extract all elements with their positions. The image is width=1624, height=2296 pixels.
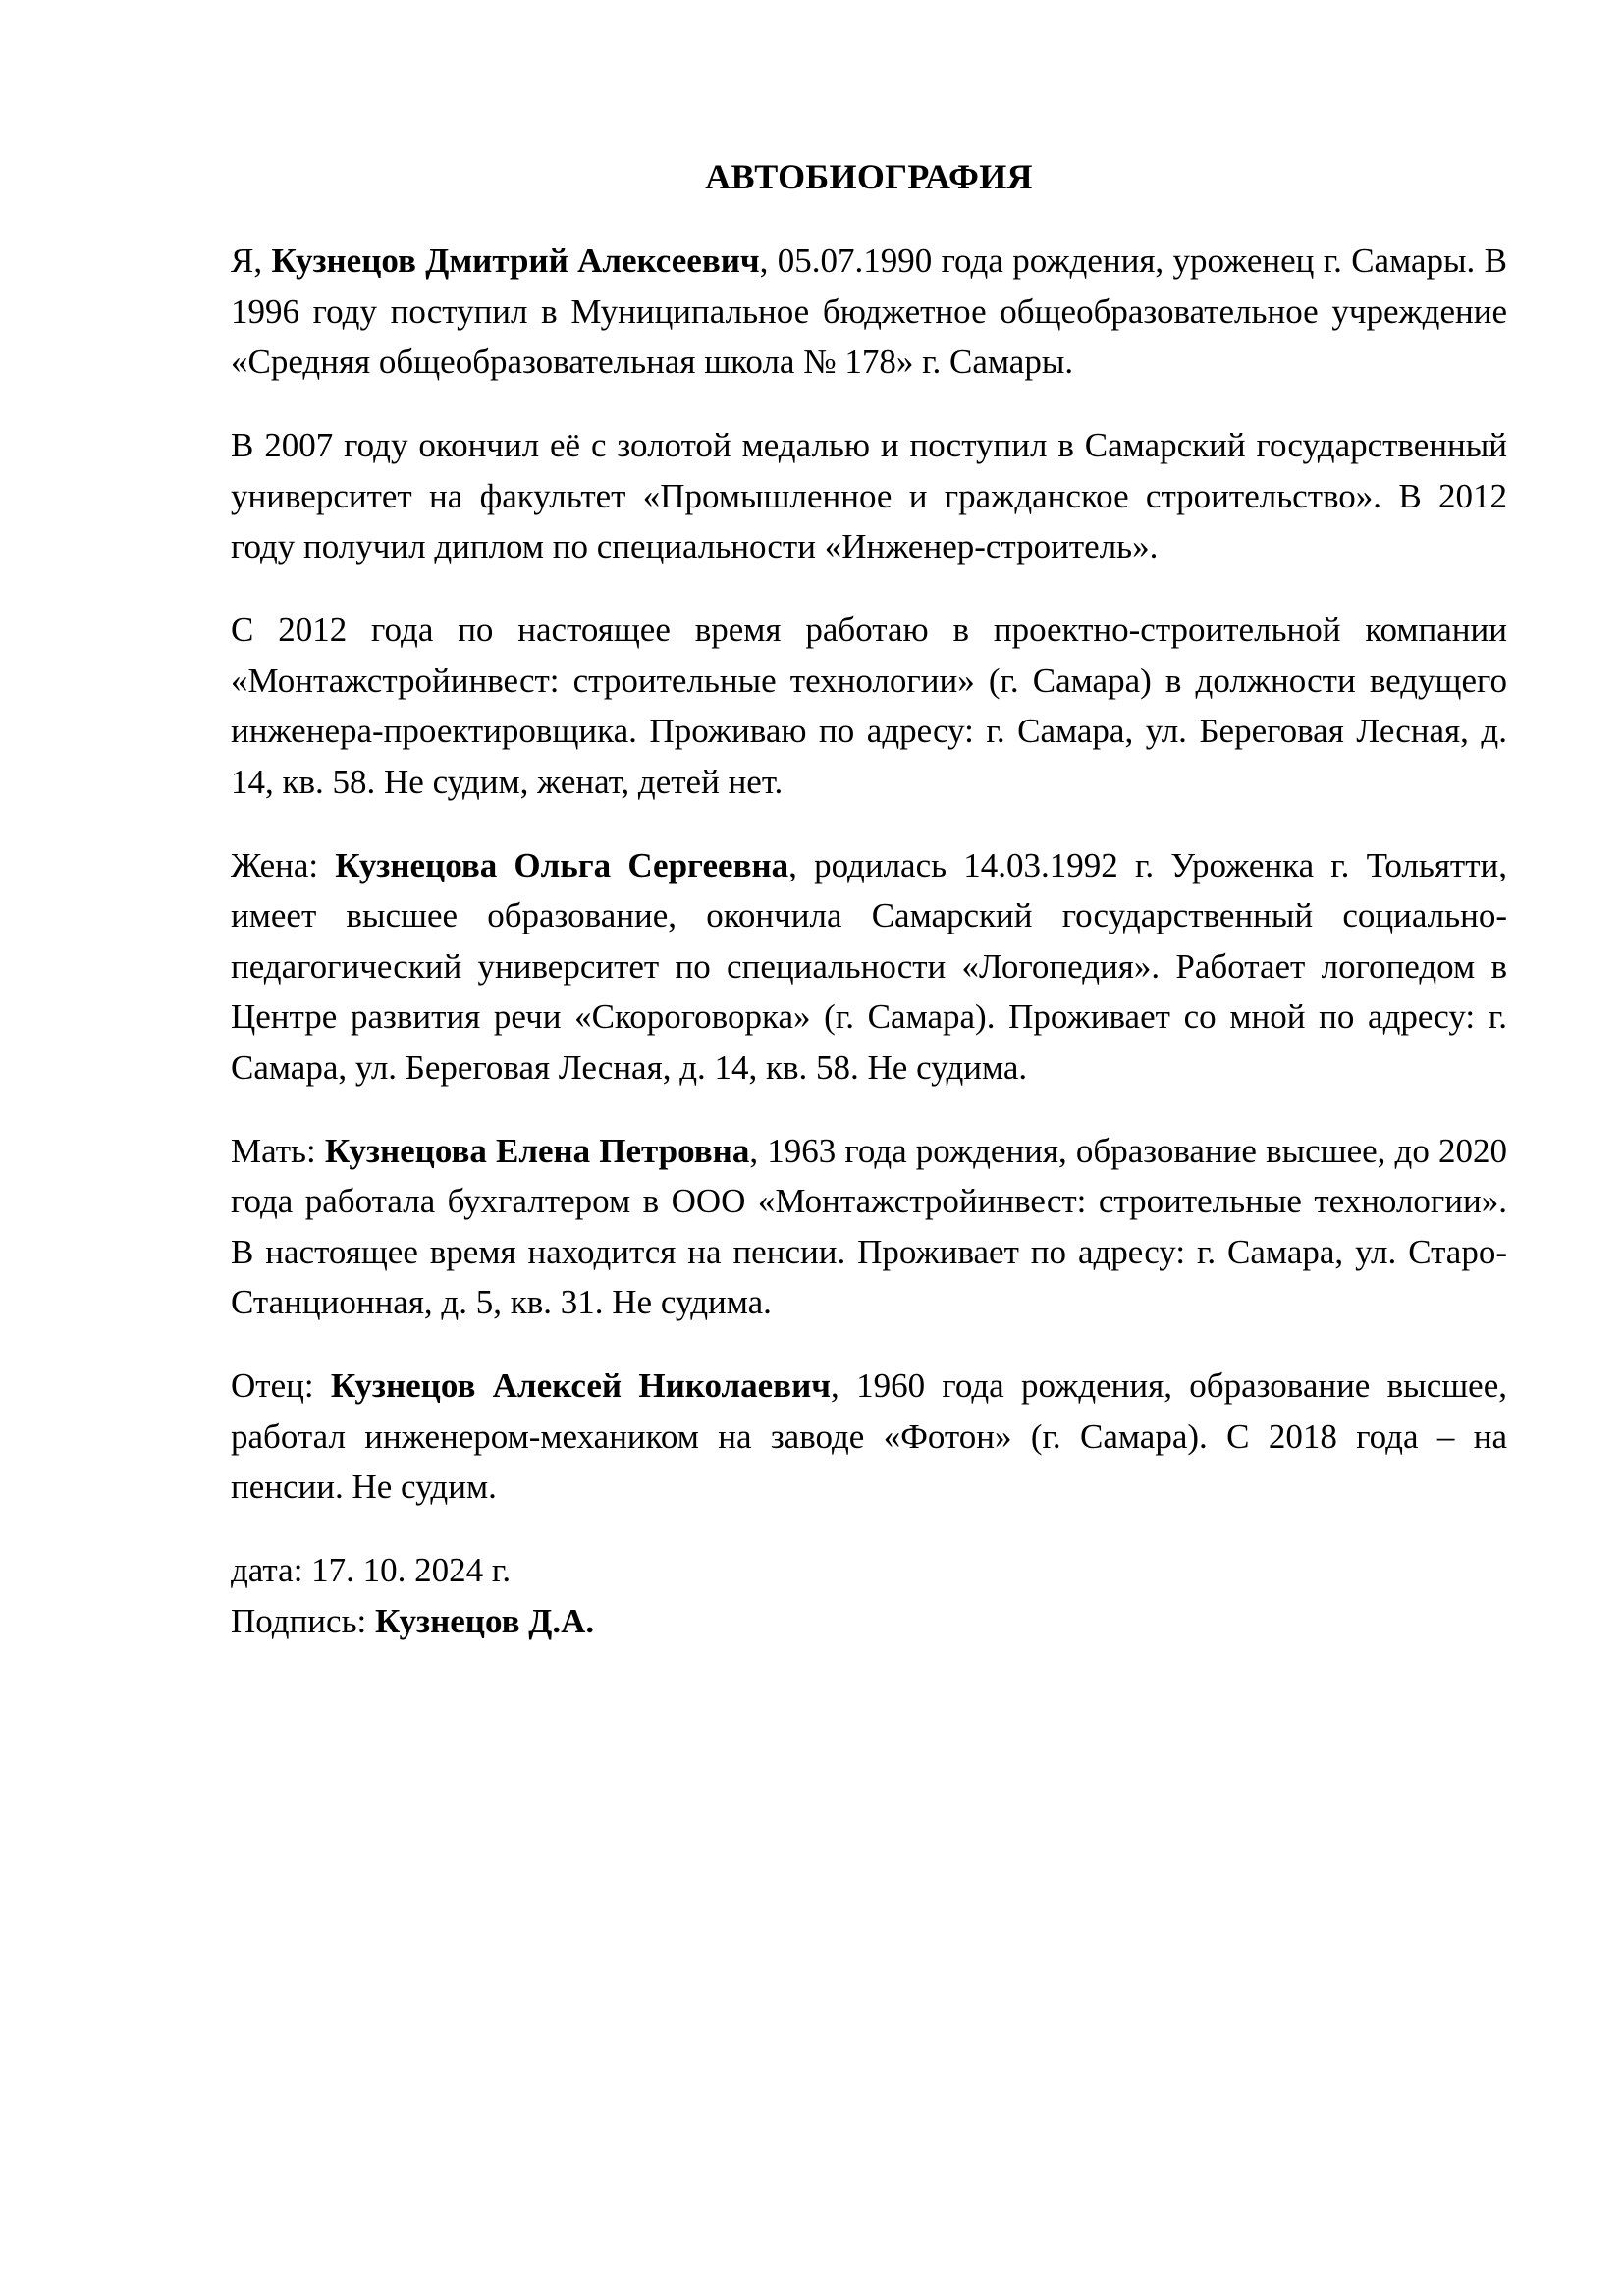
text-run: , родилась 14.03.1992 г. Уроженка г. Тольятти, имеет высшее образование, окончила Самарский государственный социально-педагогический университет по специальности «Логопедия». Работает логопедом в Центре развития речи «Скороговорка» (г. Самара). Проживает со мной по адресу: г. Самара, ул. Береговая Лесная, д. 14, кв. 58. Не судима. <box>231 845 1507 1087</box>
signature-name: Кузнецов Д.А. <box>375 1601 595 1640</box>
signature-label: Подпись: <box>231 1601 376 1640</box>
person-name-mother: Кузнецова Елена Петровна <box>324 1131 750 1170</box>
paragraph-self <box>231 236 1507 388</box>
paragraph-mother <box>231 1126 1507 1328</box>
paragraph-work <box>231 605 1507 807</box>
document-body <box>231 236 1507 1646</box>
date-label: дата: <box>231 1551 312 1589</box>
text-run: Отец: <box>231 1366 331 1405</box>
signature-block <box>231 1545 1507 1646</box>
person-name-wife: Кузнецова Ольга Сергеевна <box>335 845 789 884</box>
signature-line <box>231 1596 1507 1647</box>
person-name-father: Кузнецов Алексей Николаевич <box>330 1366 831 1405</box>
text-run: , 1963 года рождения, образование высшее, до 2020 года работала бухгалтером в ООО «Монтажстройинвест: строительные технологии». В настоящее время находится на пенсии. Проживает по адресу: г. Самара, ул. Старо-Станционная, д. 5, кв. 31. Не судима. <box>231 1131 1507 1321</box>
text-run: , 1960 года рождения, образование высшее, работал инженером-механиком на заводе «Фотон» (г. Самара). С 2018 года – на пенсии. Не судим. <box>231 1366 1508 1506</box>
date-line <box>231 1545 1507 1596</box>
text-run: , 05.07.1990 года рождения, уроженец г. Самары. В 1996 году поступил в Муниципальное бюджетное общеобразовательное учреждение «Средняя общеобразовательная школа № 178» г. Самары. <box>231 241 1507 381</box>
paragraph-education <box>231 420 1507 572</box>
text-run: Мать: <box>231 1131 325 1170</box>
text-run: Жена: <box>231 845 336 884</box>
paragraph-wife <box>231 840 1507 1094</box>
text-run: С 2012 года по настоящее время работаю в проектно-строительной компании «Монтажстройинвест: строительные технологии» (г. Самара) в должности ведущего инженера-проектировщика. Проживаю по адресу: г. Самара, ул. Береговая Лесная, д. 14, кв. 58. Не судим, женат, детей нет. <box>231 611 1507 801</box>
date-value: 17. 10. 2024 г. <box>311 1551 512 1589</box>
paragraph-father <box>231 1361 1507 1513</box>
person-name-self: Кузнецов Дмитрий Алексеевич <box>271 241 760 280</box>
text-run: Я, <box>231 241 272 280</box>
document-title: АВТОБИОГРАФИЯ <box>705 157 1033 196</box>
text-run: В 2007 году окончил её с золотой медалью и поступил в Самарский государственный университет на факультет «Промышленное и гражданское строительство». В 2012 году получил диплом по специальности «Инженер-строитель». <box>231 426 1507 565</box>
